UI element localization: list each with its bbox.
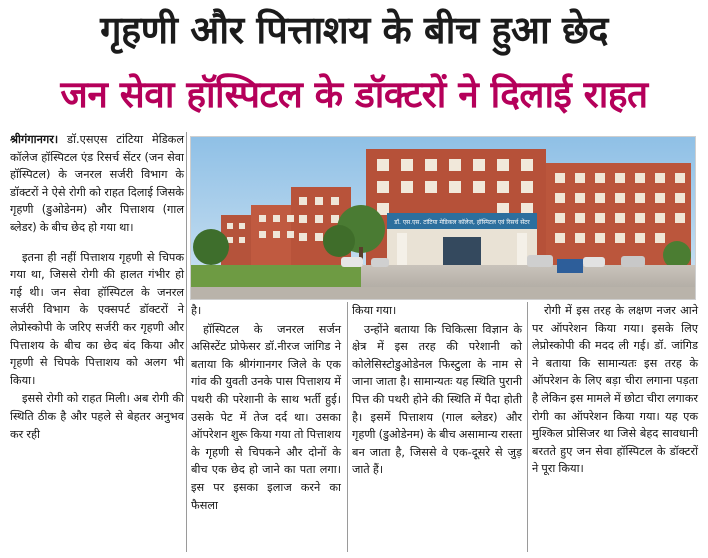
dateline: श्रीगंगानगर। — [10, 133, 59, 146]
column-divider — [186, 132, 187, 552]
column-divider — [527, 302, 528, 552]
lead-paragraph-text: डॉ.एसएस टांटिया मेडिकल कॉलेज हॉस्पिटल एंड रिसर्च सेंटर (जन सेवा हॉस्पिटल) के जनरल सर्जरी विभाग के डॉक्टरों ने ऐसे रोगी को राहत दिलाई जिसके गृहणी (डुओडेनम) और पित्ताशय (गाल ब्लेडर) के बीच छेद हो गया था। — [10, 133, 185, 234]
hospital-sign-text: डॉ. एस.एस. टांटिया मेडिकल कॉलेज, हॉस्पिटल एवं रिसर्च सेंटर — [394, 219, 530, 226]
paragraph: हॉस्पिटल के जनरल सर्जन असिस्टेंट प्रोफेसर डॉ.नीरज जांगिड ने बताया कि श्रीगंगानगर जिले के एक गांव की युवती उनके पास पित्ताशय में पथरी की परेशानी के साथ भर्ती हुई। उसके पेट में तेज दर्द था। उसका ऑपरेशन शुरू किया गया तो पित्ताशय के गृहणी से चिपकने और दोनों के बीच एक छेद हो जाने का पता लगा। इस पर इसका इलाज करने का फैसला — [191, 322, 341, 512]
paragraph: उन्होंने बताया कि चिकित्सा विज्ञान के क्षेत्र में इस तरह की परेशानी को कोलेसिस्टोडुओडेनल फिस्टुला के नाम से जाना जाता है। सामान्यतः यह स्थिति पुरानी पित्त की पथरी होने की स्थिति में पैदा होती है। इसमें पित्ताशय (गाल ब्लेडर) और गृहणी (डुओडेनम) के बीच असामान्य रास्ता बन जाता है, जिससे वे एक-दूसरे से जुड़ जाते हैं। — [352, 322, 522, 477]
hospital-photo — [190, 136, 696, 300]
lead-paragraph — [10, 131, 184, 237]
carryover-text: किया गया। — [352, 304, 397, 317]
article-column-2 — [191, 302, 341, 514]
paragraph: इससे रोगी को राहत मिली। अब रोगी की स्थिति ठीक है और पहले से बेहतर अनुभव कर रही — [10, 392, 184, 441]
paragraph: रोगी में इस तरह के लक्षण नजर आने पर ऑपरेशन किया गया। इसके लिए लेप्रोस्कोपी की मदद ली गई। डॉ. जांगिड ने बताया कि सामान्यतः इस तरह के ऑपरेशन के लिए बड़ा चीरा लगाना पड़ता है लेकिन इस मामले में छोटा चीरा लगाकर रोगी का ऑपरेशन किया गया। यह एक मुश्किल प्रोसिजर था जिसे बेहद सावधानी बरतते हुए जन सेवा हॉस्पिटल के डॉक्टरों ने पूरा किया। — [532, 304, 698, 476]
article-column-4 — [532, 302, 698, 478]
carryover-text: है। — [191, 304, 202, 317]
column-divider — [347, 302, 348, 552]
article-column-3 — [352, 302, 522, 479]
hospital-building-illustration — [191, 137, 695, 299]
paragraph: इतना ही नहीं पित्ताशय गृहणी से चिपक गया था, जिससे रोगी की हालत गंभीर हो गई थी। जन सेवा हॉस्पिटल के जनरल सर्जरी विभाग के एक्सपर्ट डॉक्टरों ने लेप्रोस्कोपी के जरिए सर्जरी कर गृहणी और पित्ताशय के बीच का छेद बंद किया और गृहणी से चिपके पित्ताशय को अलग भी किया। — [10, 250, 184, 387]
article-column-1 — [10, 131, 184, 443]
subheadline: जन सेवा हॉस्पिटल के डॉक्टरों ने दिलाई राहत — [60, 73, 648, 116]
headline: गृहणी और पित्ताशय के बीच हुआ छेद — [100, 8, 608, 52]
